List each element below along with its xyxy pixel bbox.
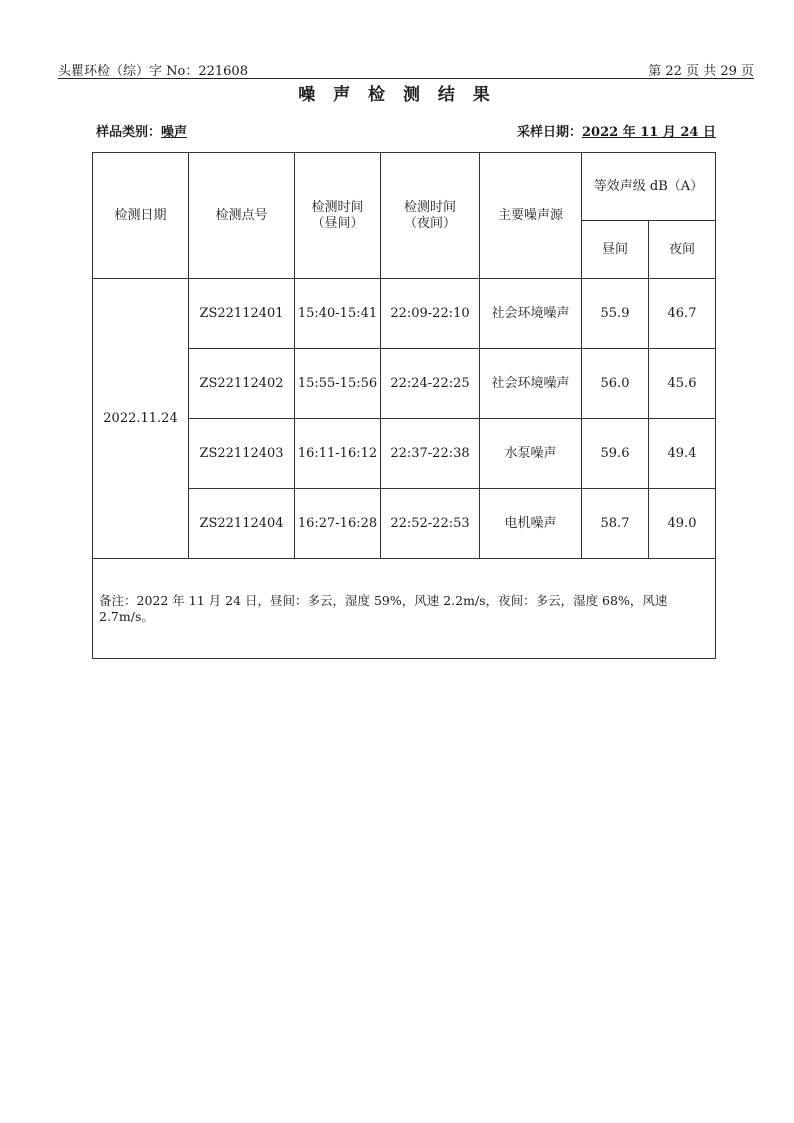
sampling-date-value: 2022 年 11 月 24 日 [582, 125, 716, 140]
table-header-row [93, 153, 716, 221]
cell-source: 社会环境噪声 [480, 279, 582, 349]
cell-night-time: 22:52-22:53 [381, 489, 480, 559]
document-number: 头瞿环检（综）字 No：221608 [58, 64, 248, 79]
cell-day-level: 58.7 [582, 489, 649, 559]
sample-category [96, 121, 187, 140]
header-date: 检测日期 [93, 153, 189, 279]
page-header [58, 60, 754, 79]
cell-night-level: 49.0 [649, 489, 716, 559]
cell-day-time: 15:40-15:41 [295, 279, 381, 349]
cell-day-level: 59.6 [582, 419, 649, 489]
cell-night-time: 22:09-22:10 [381, 279, 480, 349]
sampling-date [517, 121, 716, 140]
cell-night-time: 22:24-22:25 [381, 349, 480, 419]
header-time-night-line1: 检测时间 [403, 199, 456, 215]
cell-day-time: 16:11-16:12 [295, 419, 381, 489]
sample-category-value: 噪声 [161, 125, 188, 140]
sample-meta [96, 121, 716, 139]
cell-source: 社会环境噪声 [480, 349, 582, 419]
header-time-day-line1: 检测时间 [311, 199, 364, 215]
cell-day-time: 15:55-15:56 [295, 349, 381, 419]
header-point: 检测点号 [189, 153, 295, 279]
cell-night-time: 22:37-22:38 [381, 419, 480, 489]
cell-point: ZS22112403 [189, 419, 295, 489]
header-time-night-line2: （夜间） [403, 215, 456, 231]
cell-night-level: 45.6 [649, 349, 716, 419]
header-time-day [295, 153, 381, 279]
cell-day-time: 16:27-16:28 [295, 489, 381, 559]
header-time-night [381, 153, 480, 279]
cell-source: 水泵噪声 [480, 419, 582, 489]
cell-day-level: 56.0 [582, 349, 649, 419]
cell-night-level: 49.4 [649, 419, 716, 489]
header-source: 主要噪声源 [480, 153, 582, 279]
remark-text: 备注：2022 年 11 月 24 日，昼间：多云，湿度 59%，风速 2.2m/s，夜间：多云，湿度 68%，风速 2.7m/s。 [93, 559, 716, 659]
remark-row [93, 559, 716, 659]
header-time-day-line2: （昼间） [311, 215, 364, 231]
noise-results-table [92, 152, 716, 659]
sampling-date-label: 采样日期： [516, 125, 582, 140]
header-day: 昼间 [582, 221, 649, 279]
cell-source: 电机噪声 [480, 489, 582, 559]
cell-point: ZS22112401 [189, 279, 295, 349]
cell-point: ZS22112402 [189, 349, 295, 419]
header-level: 等效声级 dB（A） [582, 153, 716, 221]
page-number: 第 22 页 共 29 页 [648, 64, 754, 79]
cell-point: ZS22112404 [189, 489, 295, 559]
cell-night-level: 46.7 [649, 279, 716, 349]
sample-category-label: 样品类别： [96, 125, 162, 140]
cell-day-level: 55.9 [582, 279, 649, 349]
table-row [93, 279, 716, 349]
cell-date: 2022.11.24 [93, 279, 189, 559]
header-night: 夜间 [649, 221, 716, 279]
document-title: 噪 声 检 测 结 果 [298, 85, 496, 105]
